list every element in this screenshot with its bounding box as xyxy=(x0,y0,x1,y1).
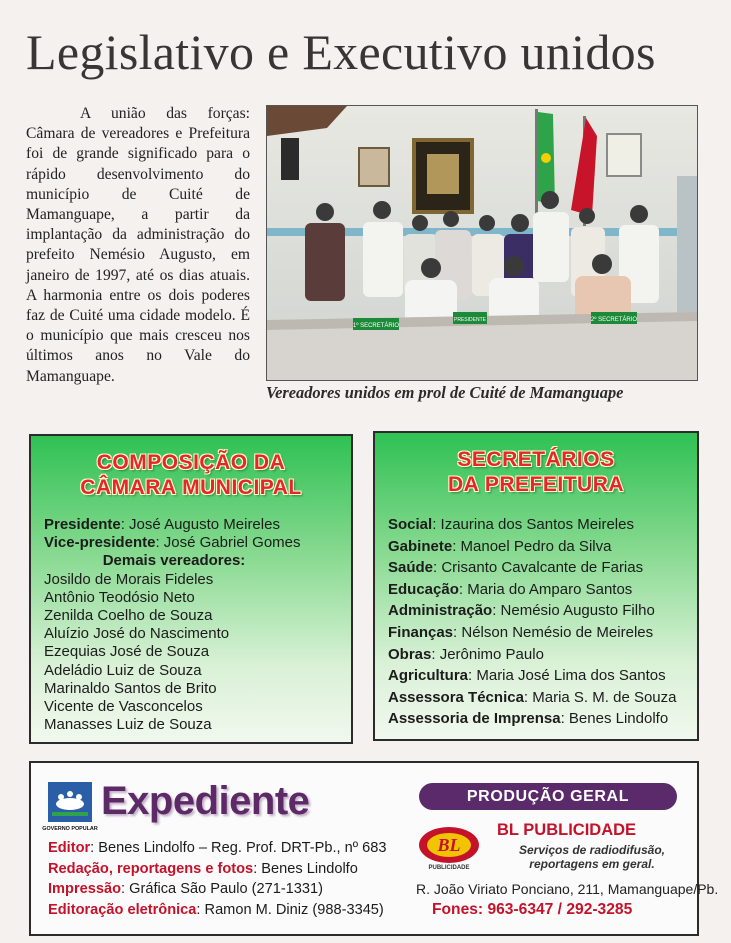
vereador-row: Manasses Luiz de Souza xyxy=(44,716,212,734)
secretario-row xyxy=(388,514,694,536)
secretario-row xyxy=(388,579,694,601)
vereador-row: Zenilda Coelho de Souza xyxy=(44,607,213,625)
expediente-label: Impressão xyxy=(48,881,122,898)
secretario-row xyxy=(388,644,694,666)
secretario-name: : Nemésio Augusto Filho xyxy=(492,602,655,620)
vereador-row: Marinaldo Santos de Brito xyxy=(44,679,217,697)
expediente-value: : Benes Lindolfo – Reg. Prof. DRT-Pb., nº 683 xyxy=(90,840,387,856)
portrait-frame-1 xyxy=(281,138,299,180)
secretario-role: Administração xyxy=(388,602,493,620)
expediente-row xyxy=(48,859,428,880)
secretario-role: Assessora Técnica xyxy=(388,688,524,706)
secretarios-title-line2: DA PREFEITURA xyxy=(447,473,625,496)
secretario-row xyxy=(388,600,694,622)
vice-name: : José Gabriel Gomes xyxy=(155,534,301,552)
camara-title-line2: CÂMARA MUNICIPAL xyxy=(80,476,302,499)
intro-paragraph: A união das forças: Câmara de vereadores e Prefeitura foi de grande significado para o rápido desenvolvimento do município de Cuité de Mamanguape, a partir da implantação da administração do prefeito Nemésio Augusto, em janeiro de 1997, até os dias atuais. A harmonia entre os dois poderes faz de Cuité uma cidade modelo. É o município que mais cresceu nos últimos anos no Vale do Mamanguape. xyxy=(26,105,250,385)
secretarios-title-line1: SECRETÁRIOS xyxy=(457,448,615,471)
secretario-role: Gabinete xyxy=(388,537,453,555)
vereador-row: Ezequias José de Souza xyxy=(44,643,210,661)
secretario-name: : Manoel Pedro da Silva xyxy=(452,537,612,555)
secretario-role: Agricultura xyxy=(388,667,469,685)
secretario-row xyxy=(388,622,694,644)
vereador-row: Josildo de Morais Fideles xyxy=(44,570,214,588)
presidente-row xyxy=(44,516,344,534)
intro-text xyxy=(26,104,250,387)
secretario-role: Assessoria de Imprensa xyxy=(388,710,561,728)
presidente-label: Presidente xyxy=(44,516,121,533)
expediente-row xyxy=(48,879,428,900)
expediente-label: Editor xyxy=(48,840,91,856)
vice-label: Vice-presidente xyxy=(44,534,156,552)
expediente-label: Redação, reportagens e fotos xyxy=(48,860,254,877)
bl-logo-subtext: PUBLICIDADE xyxy=(428,865,470,871)
bl-publicidade-name: BL PUBLICIDADE xyxy=(497,821,637,839)
secretario-row xyxy=(388,665,694,687)
secretario-name: : Maria do Amparo Santos xyxy=(458,580,633,598)
expediente-label: Editoração eletrônica xyxy=(48,901,197,918)
secretario-name: : Maria S. M. de Souza xyxy=(523,688,677,706)
vereador-row: Adeládio Luiz de Souza xyxy=(44,661,202,679)
council-photo-illustration xyxy=(267,106,697,380)
placard-center-text: PRESIDENTE xyxy=(454,317,486,323)
camara-title-line1: COMPOSIÇÃO DA xyxy=(96,451,286,474)
secretario-role: Obras xyxy=(388,645,432,663)
secretario-row xyxy=(388,557,694,579)
expediente-title: Expediente xyxy=(101,779,310,823)
camara-box xyxy=(29,434,353,744)
vereador-row: Aluízio José do Nascimento xyxy=(44,625,230,643)
placard-left-text: 1º SECRETÁRIO xyxy=(352,323,400,329)
secretarios-box xyxy=(373,431,699,741)
secretario-name: : Benes Lindolfo xyxy=(560,710,669,728)
camara-list xyxy=(44,516,344,734)
photo-caption: Vereadores unidos em prol de Cuité de Mamanguape xyxy=(266,383,624,402)
secretario-name: : Crisanto Cavalcante de Farias xyxy=(433,559,644,577)
secretario-row xyxy=(388,708,694,730)
vice-row xyxy=(44,534,344,552)
portrait-frame-3 xyxy=(607,134,641,176)
bl-publicidade-logo xyxy=(417,823,481,871)
secretarios-list xyxy=(388,514,694,730)
secretario-name: : Maria José Lima dos Santos xyxy=(468,667,666,685)
governo-popular-text: GOVERNO POPULAR xyxy=(42,826,98,832)
secretario-name: : Nélson Nemésio de Meireles xyxy=(453,623,654,641)
producao-geral-banner: PRODUÇÃO GERAL xyxy=(419,783,677,810)
portrait-frame-2 xyxy=(359,148,389,186)
secretario-row xyxy=(388,687,694,709)
camara-title xyxy=(31,450,351,500)
expediente-value: : Benes Lindolfo xyxy=(253,860,358,877)
demais-label: Demais vereadores: xyxy=(102,552,246,570)
secretario-name: : Jerônimo Paulo xyxy=(431,645,544,663)
secretario-role: Saúde xyxy=(388,559,434,577)
expediente-row xyxy=(48,900,428,921)
expediente-row xyxy=(48,838,428,859)
secretario-role: Social xyxy=(388,516,433,533)
expediente-value: : Ramon M. Diniz (988-3345) xyxy=(196,901,384,918)
governo-popular-logo xyxy=(42,782,98,832)
bl-logo-text: BL xyxy=(437,835,461,855)
secretario-role: Educação xyxy=(388,580,459,598)
secretario-role: Finanças xyxy=(388,623,454,641)
presidente-name: : José Augusto Meireles xyxy=(120,516,280,533)
vereador-row: Antônio Teodósio Neto xyxy=(44,588,195,606)
headline: Legislativo e Executivo unidos xyxy=(26,24,656,80)
phones: Fones: 963-6347 / 292-3285 xyxy=(432,901,633,918)
vereador-row: Vicente de Vasconcelos xyxy=(44,698,203,716)
expediente-value: : Gráfica São Paulo (271-1331) xyxy=(121,881,324,898)
secretario-name: : Izaurina dos Santos Meireles xyxy=(432,516,634,533)
expediente-box xyxy=(29,761,719,936)
secretario-row xyxy=(388,536,694,558)
council-photo xyxy=(266,105,698,381)
bl-publicidade-services: Serviços de radiodifusão, reportagens em geral. xyxy=(518,843,666,871)
expediente-list xyxy=(48,838,428,920)
secretarios-title xyxy=(375,447,697,497)
address: R. João Viriato Ponciano, 211, Mamanguape/Pb. xyxy=(416,881,719,897)
placard-right-text: 2º SECRETÁRIO xyxy=(590,317,638,323)
